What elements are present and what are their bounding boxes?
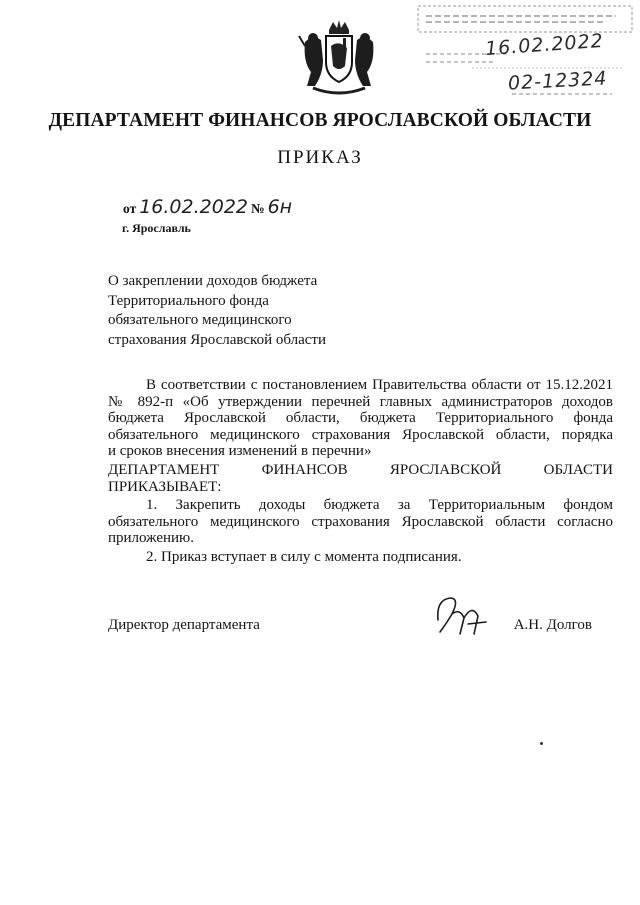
- subject-line: Территориального фонда: [108, 292, 269, 309]
- order-item-2: [108, 549, 613, 566]
- body-line: № 892-п «Об утверждении перечней главных администраторов доходов: [108, 393, 613, 410]
- subject-line: страхования Ярославской области: [108, 331, 327, 348]
- city: г. Ярославль: [122, 221, 191, 235]
- order-date: 16.02.2022: [139, 196, 249, 218]
- yaroslavl-coat-of-arms-icon: [293, 16, 385, 100]
- body-line: 1. Закрепить доходы бюджета за Территориальным фондом: [146, 497, 613, 513]
- body-line: 2. Приказ вступает в силу с момента подписания.: [146, 549, 462, 565]
- handwritten-signature-icon: [430, 590, 490, 640]
- from-label: от: [123, 201, 137, 216]
- stamp-date: 16.02.2022: [484, 29, 605, 61]
- subject-line: О закреплении доходов бюджета: [108, 273, 318, 289]
- signatory-name: А.Н. Долгов: [513, 617, 592, 633]
- body-line: обязательного медицинского страхования Ярославской области, порядка: [108, 426, 613, 443]
- body-line: бюджета Ярославской области, бюджета Территориального фонда: [108, 410, 613, 427]
- order-subject: [108, 272, 408, 350]
- stray-mark: [540, 742, 543, 745]
- preamble-paragraph: [108, 377, 613, 460]
- order-date-line: [123, 196, 295, 218]
- order-number: 6н: [267, 196, 293, 218]
- number-label: №: [251, 201, 265, 216]
- stamp-registration-number: 02-12324: [507, 67, 608, 95]
- document-type-title: ПРИКАЗ: [277, 147, 363, 168]
- subject-line: обязательного медицинского: [108, 312, 292, 329]
- body-line: и сроков внесения изменений в перечни»: [108, 443, 372, 460]
- body-line: обязательного медицинского страхования Ярославской области согласно: [108, 513, 613, 530]
- orders-line: ПРИКАЗЫВАЕТ:: [108, 478, 222, 495]
- body-line: В соответствии с постановлением Правительства области от 15.12.2021: [146, 377, 613, 393]
- orders-statement: [108, 462, 613, 495]
- signatory-role: Директор департамента: [108, 617, 260, 633]
- department-title: ДЕПАРТАМЕНТ ФИНАНСОВ ЯРОСЛАВСКОЙ ОБЛАСТИ: [48, 110, 592, 131]
- orders-line: ДЕПАРТАМЕНТ ФИНАНСОВ ЯРОСЛАВСКОЙ ОБЛАСТИ: [108, 462, 613, 478]
- order-item-1: [108, 497, 613, 547]
- body-line: приложению.: [108, 530, 195, 547]
